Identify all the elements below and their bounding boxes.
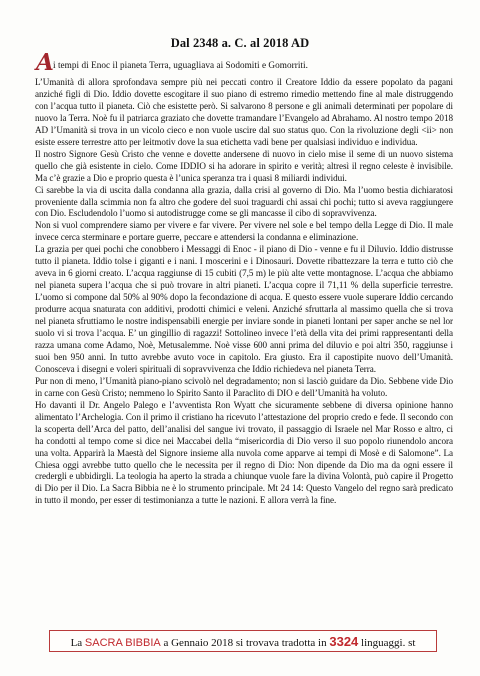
footer-callout (49, 630, 437, 652)
document-title: Dal 2348 a. C. al 2018 AD (170, 36, 310, 50)
footer-line (50, 634, 436, 649)
paragraph: Ho davanti il Dr. Angelo Palego e l’avventista Ron Wyatt che sicuramente sebbene di diversa opinione hanno alimentato l’Archelogia. Con il primo il cristiano ha ricevuto l’attestazione del proprio credo e fede. Il secondo con la scoperta dell’Arca del patto, dell’analisi del sangue ivi trovato, il passaggio di Israele nel Mar Rosso e altro, ci ha condotti al tempo come si dice nei Maccabei della “misericordia di Dio verso il suo popolo riunendolo ancora una volta. Apparirà la Maestà del Signore insieme alla nuvola come apparve ai tempi di Mosè e di Salomone”. La Chiesa oggi avrebbe tutto quello che le necessita per il regno di Dio: Non dipende da Dio ma da ogni essere il credergli e ubbidirgli. La teologia ha aperto la strada a chiunque vuole fare la divina Volontà, può capire il Progetto di Dio per il Dio. La Sacra Bibbia ne è lo strumento principale. Mt 24 14: Questo Vangelo del regno sarà predicato in tutto il mondo, per esser di testimonianza a tutte le nazioni. E allora verrà la fine. (35, 399, 453, 506)
footer-prefix: La (70, 637, 83, 649)
footer-count: 3324 (329, 634, 359, 649)
footer-highlight: SACRA BIBBIA (84, 637, 161, 649)
drop-cap: A (36, 49, 54, 76)
paragraph: Ci sarebbe la via di uscita dalla condanna alla grazia, dalla crisi al governo di Dio. Ma l’uomo bestia dichiaratosi proveniente dalla scimmia non fa altro che godere del suoi traguardi chi assai chi pochi; tutto si aveva raggiungere con Dio. Escludendolo l’uomo si autodistrugge come se gli mancasse il cibo di sopravvivenza. (35, 184, 453, 219)
paragraph: La grazia per quei pochi che conobbero i Messaggi di Enoc - il piano di Dio - venne e fu il Diluvio. Iddio distrusse tutto il pianeta. Iddio tolse i giganti e i nani. I moscerini e i Dinosauri. Dovette ribattezzare la terra e tutto ciò che aveva in 6 giorni creato. L’acqua raggiunse di 15 cubiti (7,5 m) le più alte vette montagnose. L’acqua che abbiamo nel pianeta supera l’acqua che si può trovare in altri pianeti. L’acqua copre il 71,11 % della superficie terrestre. L’uomo si compone dal 50% al 90% dopo la fecondazione di acqua. E questo essere vuole superare Iddio cercando produrre acqua snaturata con additivi, prodotti chimici e veleni. Anziché sfruttarla al massimo quella che si trova nel pianeta sfruttiamo le nostre indispensabili energie per inviare sonde in pianeti lontani per saper anche se nel lor suolo vi si trova l’acqua. E’ un gingillio di ragazzi! Sottolineo invece l’età della vita dei primi rappresentanti della razza umana come Adamo, Noè, Metusalemme. Noè visse 600 anni prima del diluvio e poi altri 350, raggiunse i suoi ben 950 anni. In tutto avrebbe avuto voce in capitolo. Era giusto. Era il capostipite nuovo dell’Umanità. Conosceva i disegni e voleri spirituali di sopravvivenza che Iddio richiedeva nel pianeta Terra. (35, 244, 453, 374)
paragraph: Non si vuol comprendere siamo per vivere e far vivere. Per vivere nel sole e bel tempo della Legge di Dio. Il male invece cerca sterminare e portare guerre, peccare e attendersi la condanna e eliminazione. (35, 220, 453, 243)
paragraph: Pur non di meno, l’Umanità piano-piano scivolò nel degradamento; non si lasciò guidare da Dio. Sebbene vide Dio in carne con Gesù Cristo; nemmeno lo Spirito Santo il Paraclito di DIO e dell’Umanità ha voluto. (35, 375, 453, 398)
paragraph: L’Umanità di allora sprofondava sempre più nei peccati contro il Creatore Iddio da essere popolato da pagani anziché figli di Dio. Iddio dovette escogitare il suo piano di estremo rimedio mettendo fine al male distruggendo con l’acqua tutto il pianeta. Ciò che esistette però. Si salvarono 8 persone e gli animali determinati per popolare di nuovo la Terra. Noè fu il patriarca graziato che dovette tramandare l’Evangelo ad Abrahamo. Al nostro tempo 2018 AD l’Umanità si trova in un vicolo cieco e non vuole uscire dal suo status quo. Con la rivoluzione degli <ii> non esiste essere terrestre atto per leitmotiv dove la sua etichetta vadi bene per qualsiasi individuo e individua. (35, 77, 453, 147)
intro-text: i tempi di Enoc il pianeta Terra, uguagliava ai Sodomiti e Gomorriti. (53, 60, 308, 70)
paragraph: Il nostro Signore Gesù Cristo che venne e dovette andersene di nuovo in cielo mise il seme di un nuovo sistema quello che già esistente in cielo. Come IDDIO si ha adorare in spirito e verità; altresì il regno celeste è invisibile. Ma c’è grazie a Dio e proprio questa è l’unica speranza tra i quasi 8 miliardi individui. (35, 148, 453, 183)
footer-middle: a Gennaio 2018 si trovava tradotta in (163, 637, 327, 649)
footer-suffix: linguaggi. st (361, 637, 416, 649)
body-text (35, 77, 453, 507)
intro-line (36, 49, 456, 76)
